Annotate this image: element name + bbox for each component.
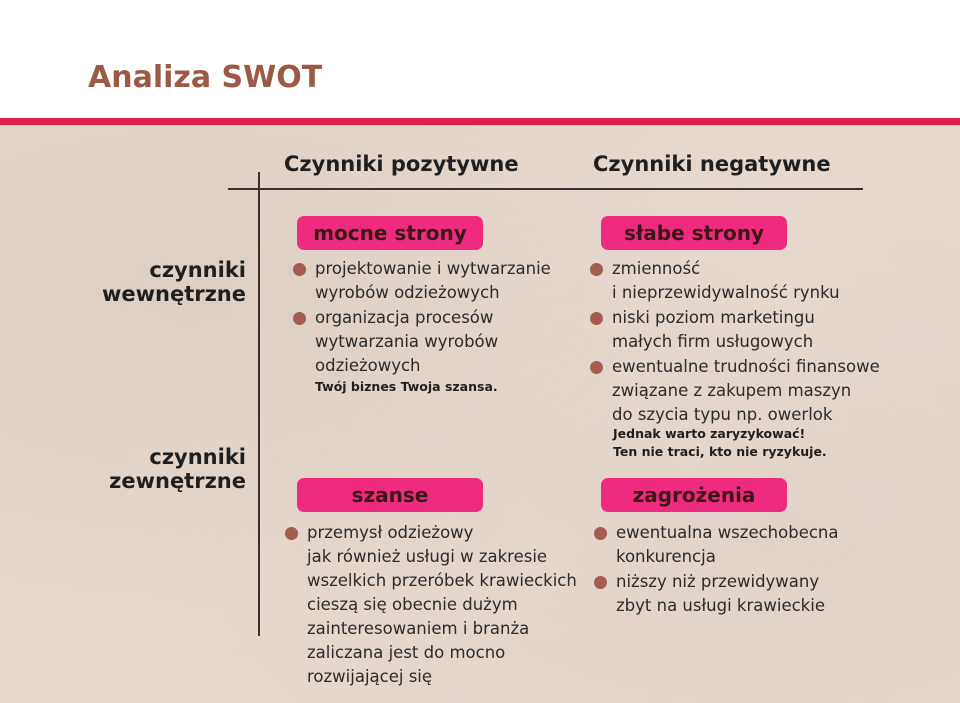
- bullet-dot-icon: [590, 263, 603, 276]
- bullet-dot-icon: [594, 576, 607, 589]
- row-header-internal-line2: wewnętrzne: [101, 282, 246, 306]
- weaknesses-note: Jednak warto zaryzykować! Ten nie traci, kto nie ryzykuje.: [613, 426, 827, 459]
- bullet-dot-icon: [293, 263, 306, 276]
- bullet-dot-icon: [293, 312, 306, 325]
- list-item: przemysł odzieżowy jak również usługi w zakresie wszelkich przeróbek krawieckich cieszą się obecnie dużym zainteresowaniem i branża zaliczana jest do mocno rozwijającej się: [285, 521, 595, 689]
- bullet-dot-icon: [285, 527, 298, 540]
- list-item: niski poziom marketingu małych firm usługowych: [590, 306, 930, 354]
- list-item: projektowanie i wytwarzanie wyrobów odzieżowych: [293, 257, 563, 305]
- page-title: Analiza SWOT: [88, 60, 323, 95]
- row-header-external: [6, 445, 246, 493]
- slide-header: [0, 0, 960, 118]
- list-item: ewentualna wszechobecna konkurencja: [594, 521, 894, 569]
- row-header-external-line2: zewnętrzne: [109, 469, 246, 493]
- list-item: ewentualne trudności finansowe związane z zakupem maszyn do szycia typu np. owerlok: [590, 355, 930, 427]
- vertical-axis-line: [258, 172, 260, 636]
- row-header-internal: [6, 258, 246, 306]
- weaknesses-label: słabe strony: [601, 216, 787, 250]
- threats-list: [594, 521, 894, 619]
- column-header-positive: Czynniki pozytywne: [284, 152, 519, 176]
- opportunities-list: [285, 521, 595, 690]
- strengths-note: Twój biznes Twoja szansa.: [315, 379, 498, 394]
- strengths-label: mocne strony: [297, 216, 483, 250]
- weaknesses-list: [590, 257, 930, 428]
- bullet-dot-icon: [594, 527, 607, 540]
- row-header-external-line1: czynniki: [149, 445, 246, 469]
- threats-label: zagrożenia: [601, 478, 787, 512]
- strengths-list: [293, 257, 563, 379]
- row-header-internal-line1: czynniki: [149, 258, 246, 282]
- opportunities-label: szanse: [297, 478, 483, 512]
- bullet-dot-icon: [590, 312, 603, 325]
- bullet-dot-icon: [590, 361, 603, 374]
- accent-divider: [0, 118, 960, 125]
- column-header-negative: Czynniki negatywne: [593, 152, 831, 176]
- list-item: niższy niż przewidywany zbyt na usługi krawieckie: [594, 570, 894, 618]
- list-item: organizacja procesów wytwarzania wyrobów odzieżowych: [293, 306, 563, 378]
- horizontal-axis-line: [228, 188, 863, 190]
- list-item: zmienność i nieprzewidywalność rynku: [590, 257, 930, 305]
